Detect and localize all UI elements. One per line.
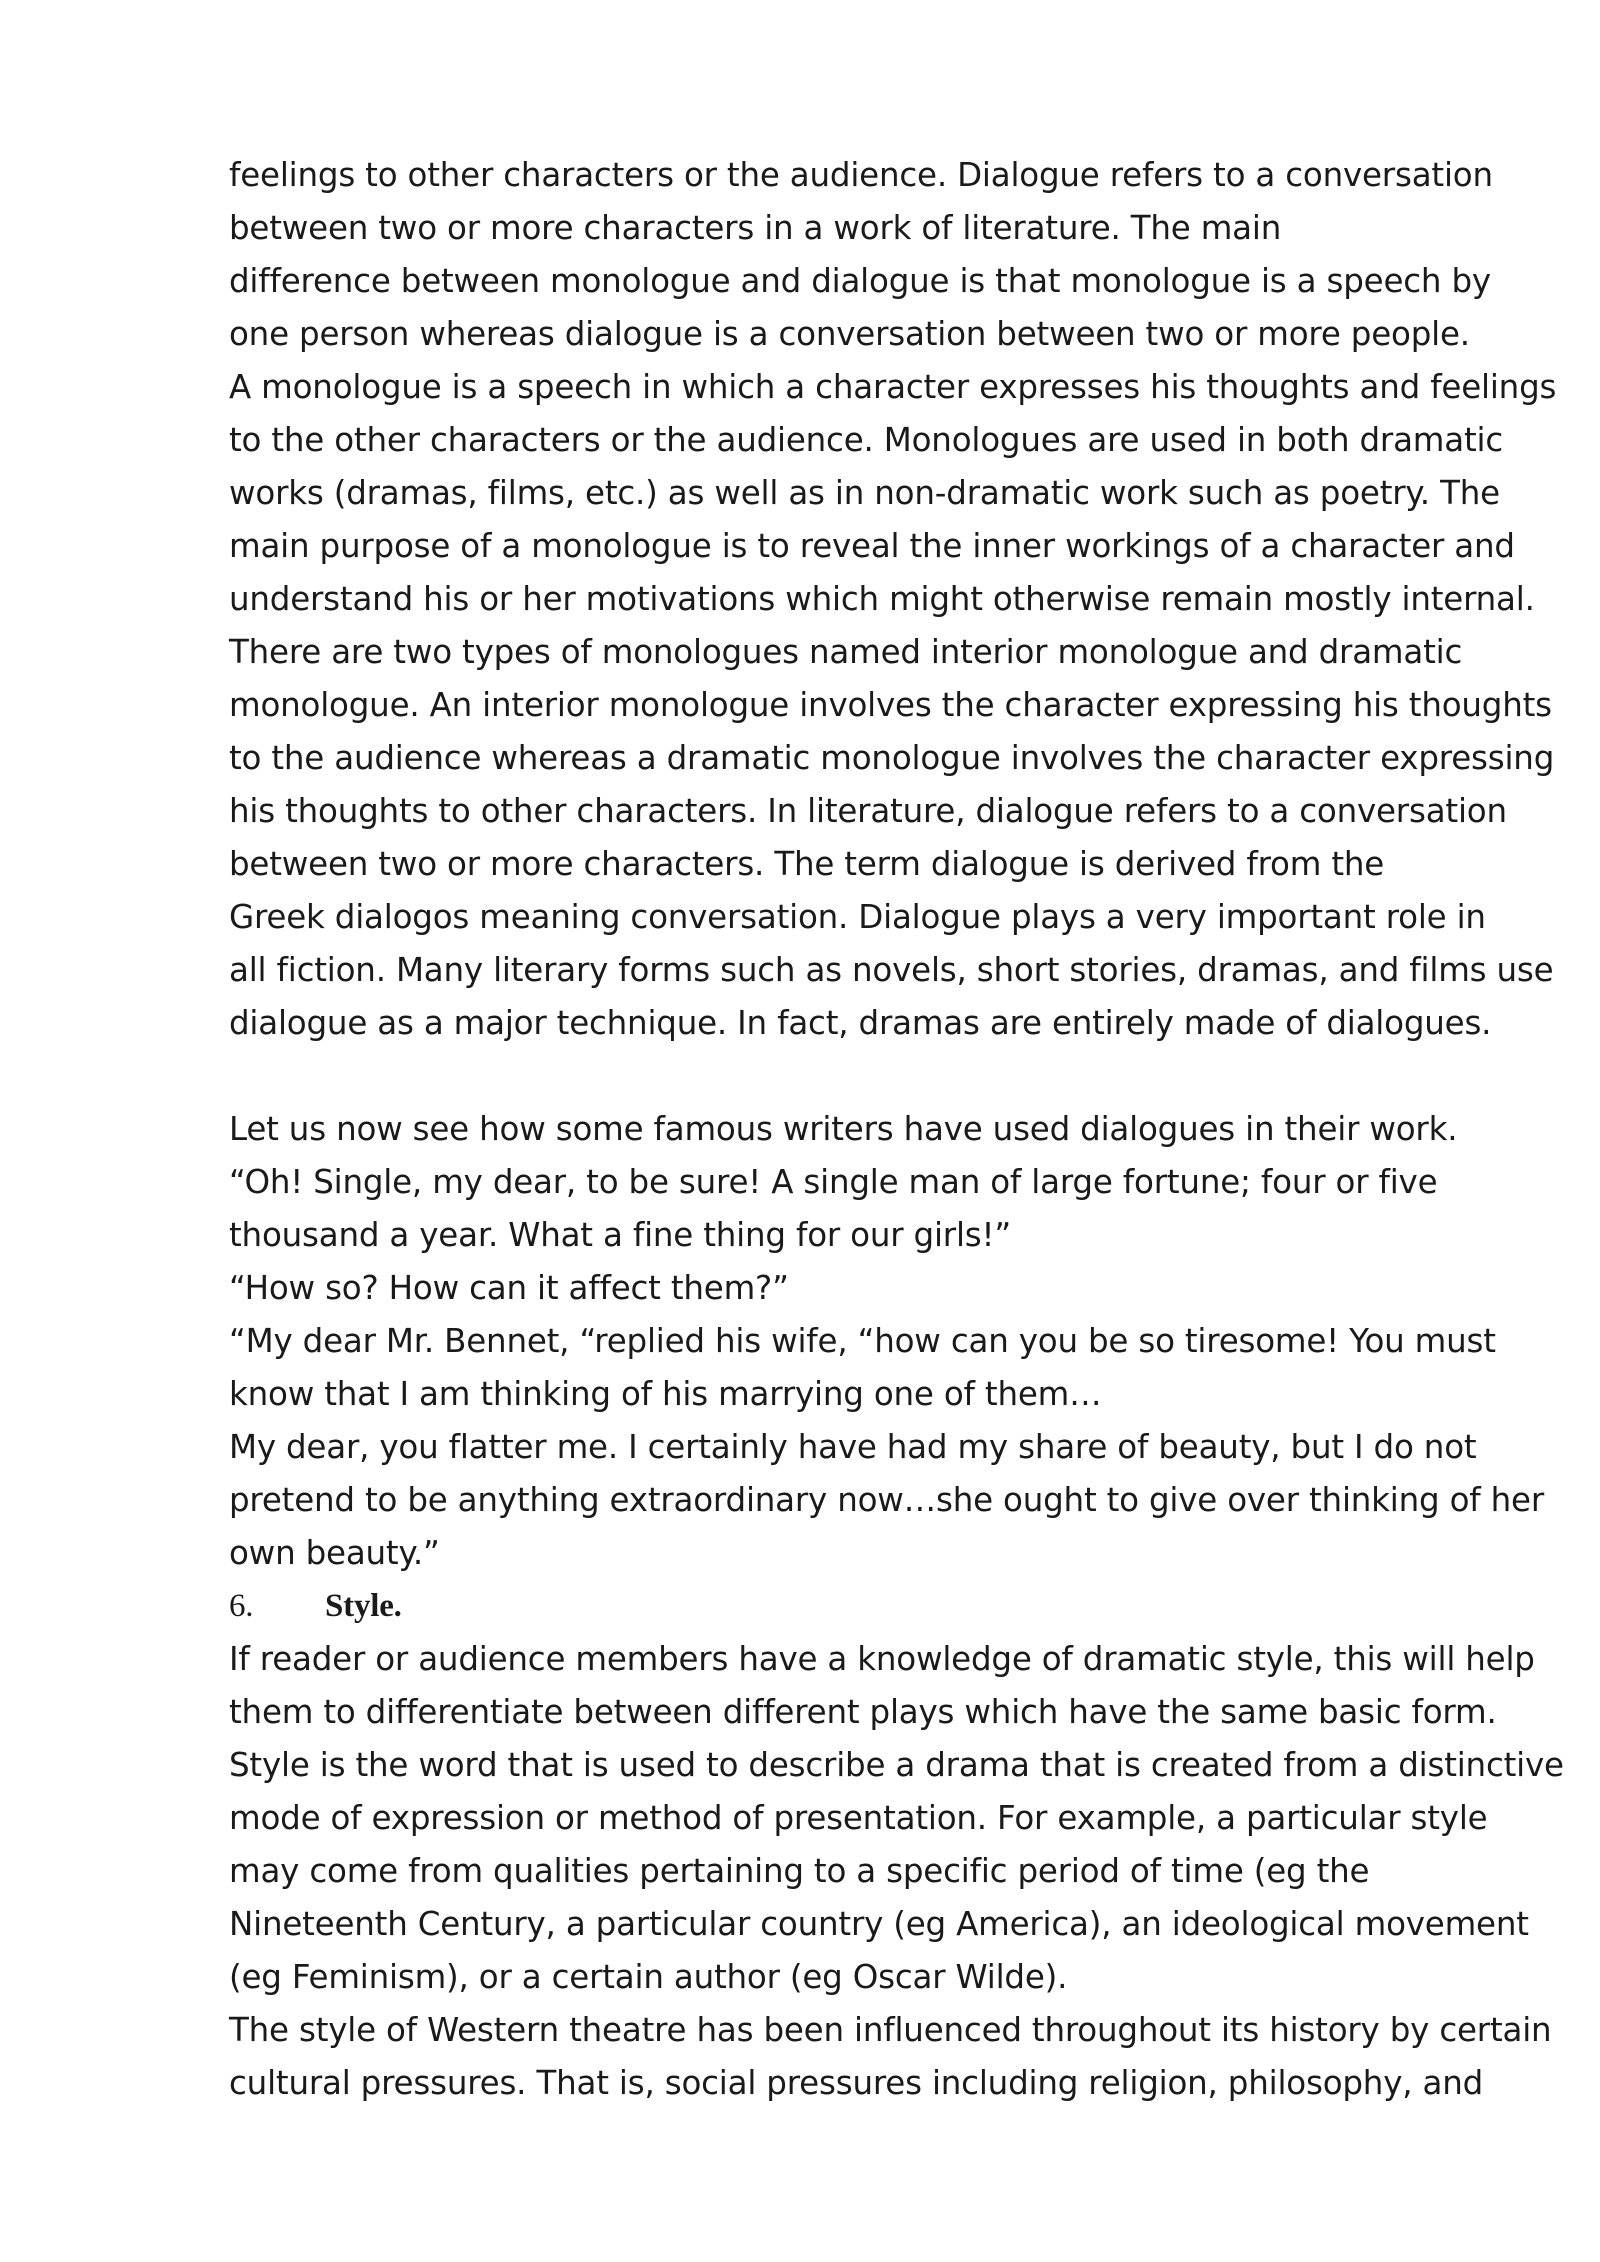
text-line: mode of expression or method of presentation. For example, a particular style	[229, 1799, 1488, 1837]
blank-line	[229, 1050, 1529, 1103]
text-line: dialogue as a major technique. In fact, dramas are entirely made of dialogues.	[229, 1004, 1492, 1042]
text-line: There are two types of monologues named interior monologue and dramatic	[229, 633, 1463, 671]
text-line: difference between monologue and dialogue is that monologue is a speech by	[229, 262, 1491, 300]
section-title: Style.	[325, 1588, 402, 1624]
document-page	[229, 149, 1564, 2110]
text-line: My dear, you flatter me. I certainly have had my share of beauty, but I do not	[229, 1428, 1477, 1466]
text-line: own beauty.”	[229, 1534, 440, 1572]
text-line: A monologue is a speech in which a character expresses his thoughts and feelings	[229, 368, 1557, 406]
text-line: know that I am thinking of his marrying one of them…	[229, 1375, 1102, 1413]
text-line: “Oh! Single, my dear, to be sure! A single man of large fortune; four or five	[229, 1163, 1438, 1201]
text-line: between two or more characters. The term dialogue is derived from the	[229, 845, 1385, 883]
text-line: Style is the word that is used to describe a drama that is created from a distinctive	[229, 1746, 1564, 1784]
text-line: Nineteenth Century, a particular country (eg America), an ideological movement	[229, 1905, 1529, 1943]
text-line: all fiction. Many literary forms such as novels, short stories, dramas, and films use	[229, 951, 1554, 989]
paragraph-style	[229, 1633, 1564, 2110]
text-line: main purpose of a monologue is to reveal the inner workings of a character and	[229, 527, 1515, 565]
section-heading	[229, 1580, 1529, 1633]
text-line: “My dear Mr. Bennet, “replied his wife, “how can you be so tiresome! You must	[229, 1322, 1496, 1360]
text-line: Let us now see how some famous writers have used dialogues in their work.	[229, 1110, 1458, 1148]
text-line: Greek dialogos meaning conversation. Dialogue plays a very important role in	[229, 898, 1486, 936]
text-line: may come from qualities pertaining to a specific period of time (eg the	[229, 1852, 1370, 1890]
text-line: “How so? How can it affect them?”	[229, 1269, 789, 1307]
section-number: 6.	[229, 1588, 254, 1624]
text-line: to the other characters or the audience. Monologues are used in both dramatic	[229, 421, 1504, 459]
text-line: to the audience whereas a dramatic monologue involves the character expressing	[229, 739, 1555, 777]
text-line: understand his or her motivations which might otherwise remain mostly internal.	[229, 580, 1535, 618]
paragraph-dialogue-examples	[229, 1103, 1544, 1580]
text-line: monologue. An interior monologue involves the character expressing his thoughts	[229, 686, 1552, 724]
text-line: cultural pressures. That is, social pressures including religion, philosophy, and	[229, 2064, 1484, 2102]
paragraph-monologue-dialogue	[229, 149, 1557, 1050]
text-line: feelings to other characters or the audience. Dialogue refers to a conversation	[229, 156, 1493, 194]
text-line: them to differentiate between different plays which have the same basic form.	[229, 1693, 1497, 1731]
text-line: (eg Feminism), or a certain author (eg Oscar Wilde).	[229, 1958, 1068, 1996]
text-line: thousand a year. What a fine thing for our girls!”	[229, 1216, 1011, 1254]
text-line: his thoughts to other characters. In literature, dialogue refers to a conversation	[229, 792, 1507, 830]
text-line: one person whereas dialogue is a conversation between two or more people.	[229, 315, 1470, 353]
text-line: The style of Western theatre has been influenced throughout its history by certain	[229, 2011, 1552, 2049]
text-line: between two or more characters in a work of literature. The main	[229, 209, 1282, 247]
text-line: pretend to be anything extraordinary now…she ought to give over thinking of her	[229, 1481, 1544, 1519]
text-line: If reader or audience members have a knowledge of dramatic style, this will help	[229, 1640, 1535, 1678]
text-line: works (dramas, films, etc.) as well as in non-dramatic work such as poetry. The	[229, 474, 1500, 512]
